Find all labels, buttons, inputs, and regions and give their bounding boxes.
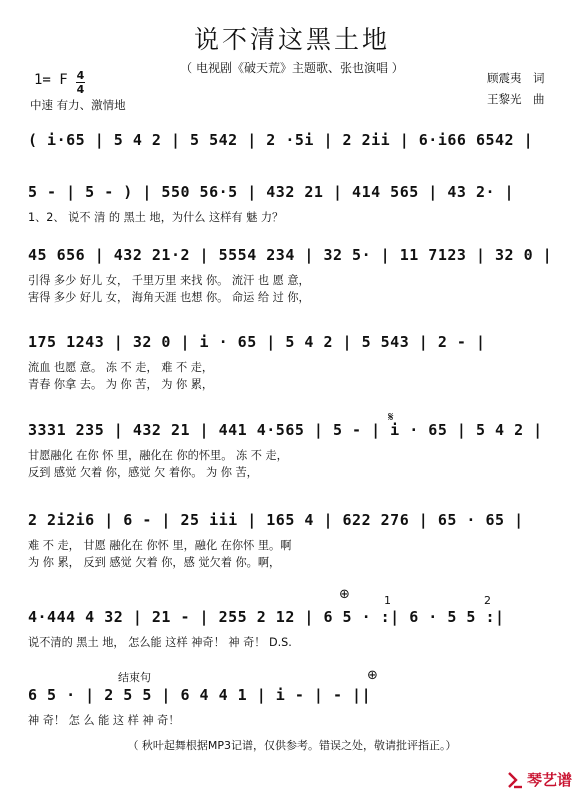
lyric-line: 难 不 走， 甘愿 融化在 你怀 里，融化 在你怀 里。啊: [28, 539, 292, 552]
lyric-line: 说不清的 黑土 地， 怎么能 这样 神奇！ 神 奇！ D.S.: [28, 636, 292, 649]
notation-row: 6 5 · | 2 5 5 | 6 4 4 1 | i - | - ||: [28, 686, 372, 704]
tempo-marking: 中速 有力、激情地: [30, 98, 126, 112]
notation-row: ( i·65 | 5 4 2 | 5 542 | 2 ·5i | 2 2ii | 6·i66 6542 |: [28, 131, 534, 149]
lyric-line: 流血 也愿 意。 冻 不 走， 难 不 走，: [28, 361, 214, 374]
lyric-line: 甘愿融化 在你 怀 里，融化在 你的怀里。 冻 不 走，: [28, 449, 288, 462]
segno-sign: 𝄋: [388, 410, 394, 425]
notation-row: 3331 235 | 432 21 | 441 4·565 | 5 - | i · 65 | 5 4 2 |: [28, 421, 543, 439]
time-bottom: 4: [76, 83, 85, 96]
song-title: 说不清这黑土地: [193, 25, 390, 54]
logo-mark-icon: [506, 771, 524, 789]
coda-sign: ⊕: [339, 587, 350, 602]
site-logo: [506, 769, 572, 790]
time-signature: [76, 70, 85, 95]
lyric-line: 神 奇！ 怎 么 能 这 样 神 奇！: [28, 714, 180, 727]
notation-row: 4·444 4 32 | 21 - | 255 2 12 | 6 5 · :| 6 · 5 5 :|: [28, 608, 505, 626]
song-subtitle: （ 电视剧《破天荒》主题歌、张也演唱 ）: [180, 61, 404, 75]
notation-row: 2 2i2i6 | 6 - | 25 iii | 165 4 | 622 276 | 65 · 65 |: [28, 511, 524, 529]
lyric-line: 为 你 累， 反到 感觉 欠着 你，感 觉欠着 你。啊，: [28, 556, 281, 569]
coda-label: 结束句: [118, 671, 151, 684]
notation-row: 45 656 | 432 21·2 | 5554 234 | 32 5· | 11 7123 | 32 0 |: [28, 246, 553, 264]
lyric-line: 青春 你拿 去。 为 你 苦， 为 你 累，: [28, 378, 214, 391]
coda-sign-ending: ⊕: [367, 668, 378, 683]
notation-row: 5 - | 5 - ) | 550 56·5 | 432 21 | 414 565 | 43 2· |: [28, 183, 515, 201]
notation-row: 175 1243 | 32 0 | i · 65 | 5 4 2 | 5 543 | 2 - |: [28, 333, 486, 351]
logo-text: 琴艺谱: [526, 771, 572, 789]
time-top: 4: [76, 69, 85, 82]
transcriber-note: （ 秋叶起舞根据MP3记谱，仅供参考。错误之处，敬请批评指正。）: [127, 739, 457, 752]
lyric-line: 反到 感觉 欠着 你，感觉 欠 着你。 为 你 苦，: [28, 466, 258, 479]
lyricist-credit: 顾震夷 词: [487, 71, 545, 85]
composer-credit: 王黎光 曲: [487, 92, 545, 106]
lyric-line: 引得 多少 好儿 女， 千里万里 来找 你。 流汗 也 愿 意，: [28, 274, 310, 287]
key-signature: 1= F: [34, 72, 68, 88]
lyric-line: 1、2、 说不 清 的 黑土 地，为什么 这样有 魅 力？: [28, 211, 284, 224]
volta-1-label: 1: [384, 594, 391, 607]
volta-2-label: 2: [484, 594, 491, 607]
lyric-line: 害得 多少 好儿 女， 海角天涯 也想 你。 命运 给 过 你，: [28, 291, 310, 304]
